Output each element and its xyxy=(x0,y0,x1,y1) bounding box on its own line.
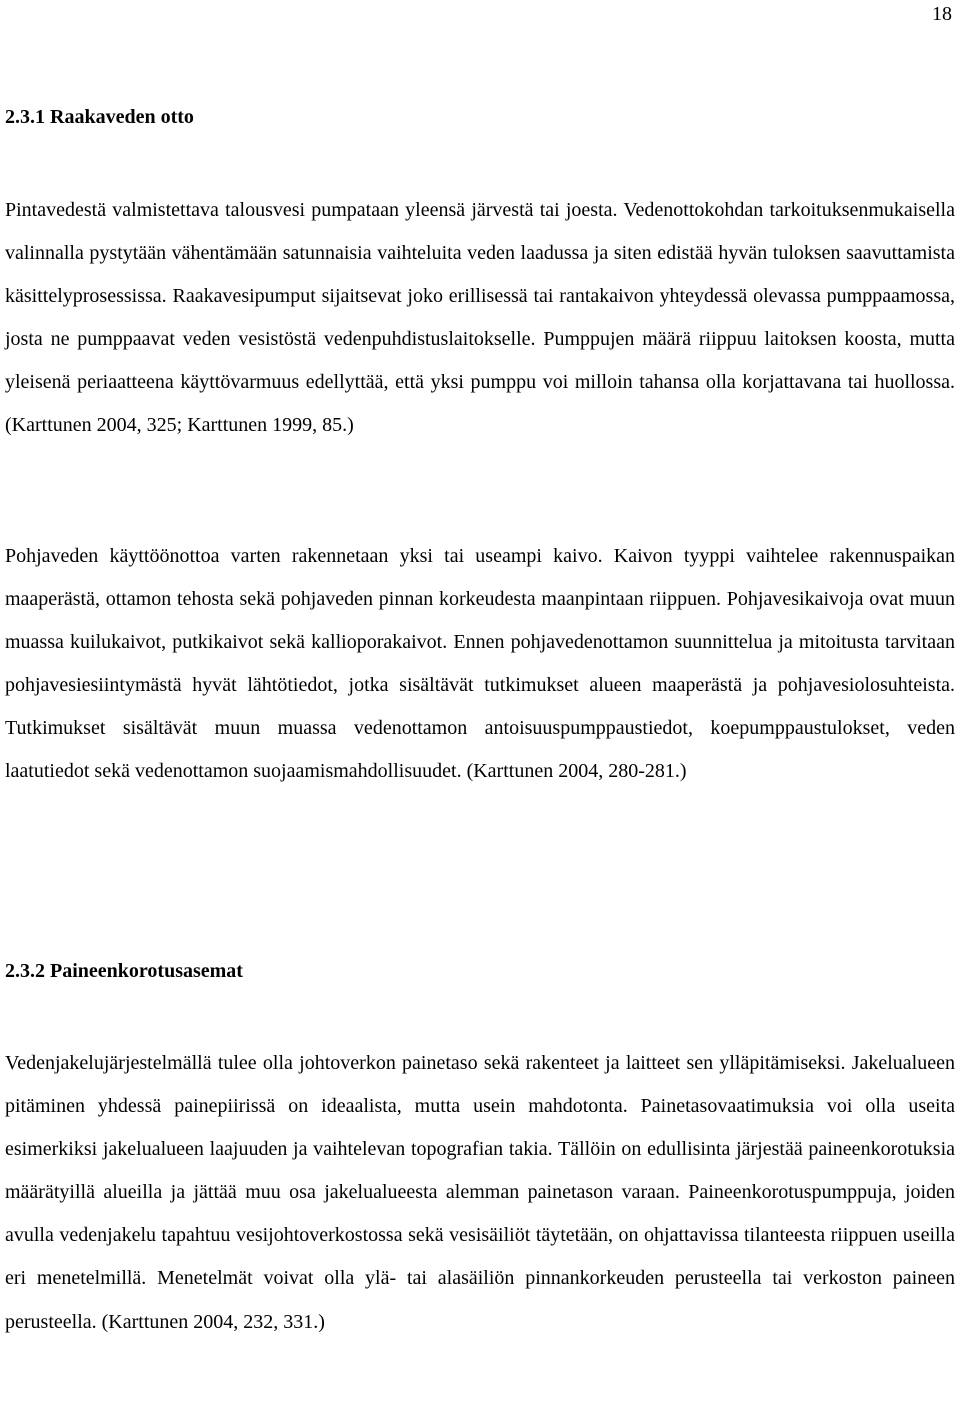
paragraph-raw-water-intake: Pintavedestä valmistettava talousvesi pumpataan yleensä järvestä tai joesta. Vedenottokohdan tarkoituksenmukaisella valinnalla pystytään vähentämään satunnaisia vaihteluita veden laadussa ja siten edistää hyvän tuloksen saavuttamista käsittelyprosessissa. Raakavesipumput sijaitsevat joko erillisessä tai rantakaivon yhteydessä olevassa pumppaamossa, josta ne pumppaavat veden vesistöstä vedenpuhdistuslaitokselle. Pumppujen määrä riippuu laitoksen koosta, mutta yleisenä periaatteena käyttövarmuus edellyttää, että yksi pumppu voi milloin tahansa olla korjattavana tai huollossa. (Karttunen 2004, 325; Karttunen 1999, 85.) xyxy=(5,199,955,437)
page-number: 18 xyxy=(932,3,952,25)
section-heading-2-3-1: 2.3.1 Raakaveden otto xyxy=(5,106,194,128)
paragraph-groundwater-wells: Pohjaveden käyttöönottoa varten rakennetaan yksi tai useampi kaivo. Kaivon tyyppi vaihtelee rakennuspaikan maaperästä, ottamon tehosta sekä pohjaveden pinnan korkeudesta maanpintaan riippuen. Pohjavesikaivoja ovat muun muassa kuilukaivot, putkikaivot sekä kallioporakaivot. Ennen pohjavedenottamon suunnittelua ja mitoitusta tarvitaan pohjavesiesiintymästä hyvät lähtötiedot, jotka sisältävät tutkimukset alueen maaperästä ja pohjavesiolosuhteista. Tutkimukset sisältävät muun muassa vedenottamon antoisuuspumppaustiedot, koepumppaustulokset, veden laatutiedot sekä vedenottamon suojaamismahdollisuudet. (Karttunen 2004, 280-281.) xyxy=(5,545,955,783)
section-heading-2-3-2: 2.3.2 Paineenkorotusasemat xyxy=(5,960,243,982)
paragraph-pressure-boosting: Vedenjakelujärjestelmällä tulee olla johtoverkon painetaso sekä rakenteet ja laitteet sen ylläpitämiseksi. Jakelualueen pitäminen yhdessä painepiirissä on ideaalista, mutta usein mahdotonta. Painetasovaatimuksia voi olla useita esimerkiksi jakelualueen laajuuden ja vaihtelevan topografian takia. Tällöin on edullisinta järjestää paineenkorotuksia määrätyillä alueilla ja jättää muu osa jakelualueesta alemman painetason varaan. Paineenkorotuspumppuja, joiden avulla vedenjakelu tapahtuu vesijohtoverkostossa sekä vesisäiliöt täytetään, on ohjattavissa tilanteesta riippuen useilla eri menetelmillä. Menetelmät voivat olla ylä- tai alasäiliön pinnankorkeuden perusteella tai verkoston paineen perusteella. (Karttunen 2004, 232, 331.) xyxy=(5,1052,955,1333)
